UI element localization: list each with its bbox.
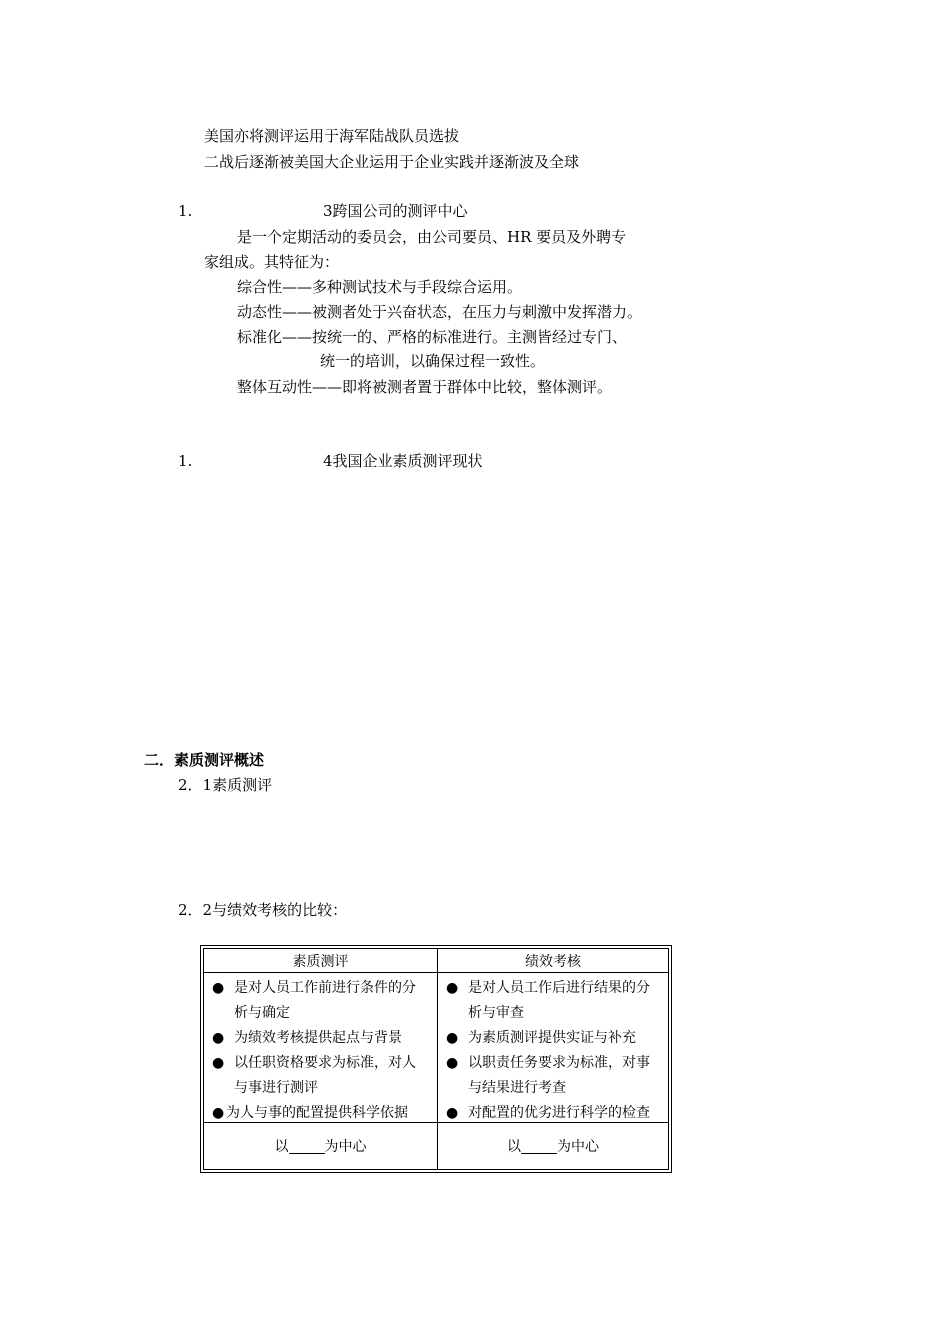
list-item: 对配置的优劣进行科学的检查: [468, 1105, 650, 1121]
list-item: 是对人员工作后进行结果的分: [468, 980, 650, 996]
bullet: ●: [446, 1030, 459, 1046]
list-item: 与结果进行考查: [468, 1080, 566, 1096]
feature-line: 标准化——按统一的、严格的标准进行。主测皆经过专门、: [237, 328, 628, 346]
subsection-title: 2．1素质测评: [178, 776, 273, 794]
bullet: ●: [446, 1055, 459, 1071]
comparison-table: [200, 945, 672, 1173]
section-number: 1.: [178, 452, 193, 470]
list-item: 以职责任务要求为标准，对事: [468, 1055, 650, 1071]
table-cell: [438, 973, 668, 1123]
list-item: 析与确定: [234, 1005, 290, 1021]
footer-prefix: 以: [507, 1139, 521, 1155]
subsection-title: 2．2与绩效考核的比较：: [178, 901, 348, 919]
list-item: 析与审查: [468, 1005, 524, 1021]
list-item: 与事进行测评: [234, 1080, 318, 1096]
paragraph-line: 家组成。其特征为：: [204, 253, 340, 271]
bullet: ●: [212, 1105, 225, 1121]
table-footer: [438, 1123, 668, 1169]
chapter-title: 二．素质测评概述: [144, 751, 265, 769]
bullet: ●: [212, 1030, 225, 1046]
bullet: ●: [446, 980, 459, 996]
section-title: 3跨国公司的测评中心: [323, 202, 468, 220]
list-item: 以任职资格要求为标准，对人: [234, 1055, 416, 1071]
feature-line: 整体互动性——即将被测者置于群体中比较，整体测评。: [237, 378, 613, 396]
blank-line: [521, 1139, 557, 1154]
section-title: 4我国企业素质测评现状: [323, 452, 483, 470]
list-item: 为素质测评提供实证与补充: [468, 1030, 636, 1046]
table-cell: [204, 973, 438, 1123]
feature-line: 动态性——被测者处于兴奋状态，在压力与刺激中发挥潜力。: [237, 303, 643, 321]
section-number: 1.: [178, 202, 193, 220]
footer-suffix: 为中心: [557, 1139, 599, 1155]
blank-line: [289, 1139, 325, 1154]
list-item: 是对人员工作前进行条件的分: [234, 980, 416, 996]
feature-line: 综合性——多种测试技术与手段综合运用。: [237, 278, 523, 296]
bullet: ●: [446, 1105, 459, 1121]
feature-line: 统一的培训，以确保过程一致性。: [320, 352, 546, 370]
intro-line-1: 美国亦将测评运用于海军陆战队员选拔: [204, 127, 460, 145]
list-item: 为人与事的配置提供科学依据: [226, 1105, 408, 1121]
list-item: 为绩效考核提供起点与背景: [234, 1030, 402, 1046]
intro-line-2: 二战后逐渐被美国大企业运用于企业实践并逐渐波及全球: [204, 153, 580, 171]
table-footer: [204, 1123, 438, 1169]
table-header: 绩效考核: [438, 949, 668, 973]
bullet: ●: [212, 980, 225, 996]
footer-prefix: 以: [274, 1139, 289, 1155]
table-header: 素质测评: [204, 949, 438, 973]
footer-suffix: 为中心: [324, 1139, 367, 1155]
paragraph-line: 是一个定期活动的委员会，由公司要员、HR 要员及外聘专: [237, 228, 627, 246]
bullet: ●: [212, 1055, 225, 1071]
